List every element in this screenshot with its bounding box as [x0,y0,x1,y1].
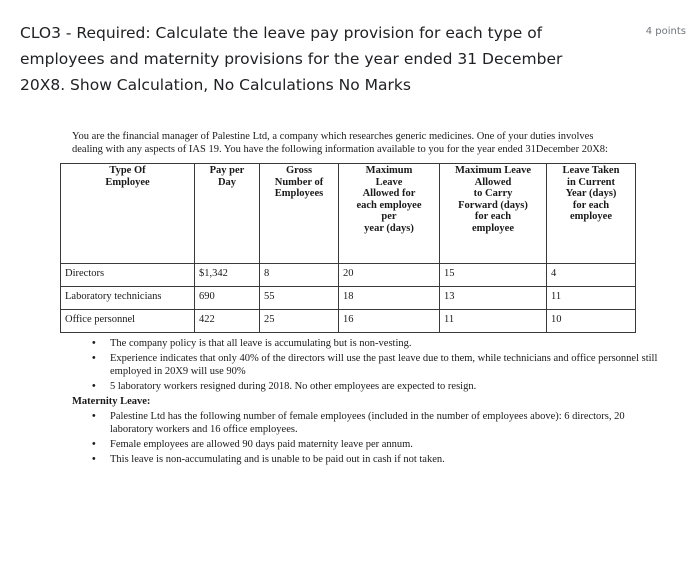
header-gross-number-of-employees: Gross Number of Employees [260,164,339,264]
list-item: • 5 laboratory workers resigned during 2018. No other employees are expected to resign. [92,381,477,392]
table-cell: Directors [61,264,195,287]
list-item: • Palestine Ltd has the following number of female employees (included in the number of employees above): 6 directors, 20 laboratory workers and 16 office employees. [92,411,625,435]
table-cell: 15 [440,264,547,287]
table-cell: 16 [339,310,440,333]
header-pay-per-day: Pay per Day [195,164,260,264]
bullet-icon: • [92,338,96,349]
bullet-icon: • [92,353,96,364]
table-row [61,264,636,287]
table-cell: 18 [339,287,440,310]
table-cell: 55 [260,287,339,310]
table-cell: 8 [260,264,339,287]
table-header-row [61,164,636,264]
bullet-icon: • [92,411,96,422]
table-cell: 20 [339,264,440,287]
employee-leave-table [60,163,636,333]
table-cell: Laboratory technicians [61,287,195,310]
header-type-of-employee: Type Of Employee [61,164,195,264]
maternity-leave-heading: Maternity Leave: [72,396,151,407]
intro-paragraph: You are the financial manager of Palestine Ltd, a company which researches generic medicines. One of your duties involves dealing with any aspects of IAS 19. You have the following information available to you for the year ended 31December 20X8: [72,131,608,155]
table-cell: 25 [260,310,339,333]
table-cell: 4 [547,264,636,287]
table-cell: Office personnel [61,310,195,333]
question-text: CLO3 - Required: Calculate the leave pay provision for each type of employees and maternity provisions for the year ended 31 December 20X8. Show Calculation, No Calculations No Marks [20,24,563,94]
header-leave-taken-current-year: Leave Taken in Current Year (days) for each employee [547,164,636,264]
table-cell: 11 [440,310,547,333]
table-row [61,310,636,333]
table-cell: 10 [547,310,636,333]
bullet-icon: • [92,454,96,465]
list-item: • Female employees are allowed 90 days paid maternity leave per annum. [92,439,413,450]
list-item: • This leave is non-accumulating and is unable to be paid out in cash if not taken. [92,454,445,465]
bullet-icon: • [92,381,96,392]
bullet-icon: • [92,439,96,450]
table-cell: 11 [547,287,636,310]
table-cell: 422 [195,310,260,333]
table-cell: $1,342 [195,264,260,287]
table-row [61,287,636,310]
header-maximum-leave-allowed: Maximum Leave Allowed for each employee per year (days) [339,164,440,264]
table-cell: 13 [440,287,547,310]
header-maximum-leave-carry-forward: Maximum Leave Allowed to Carry Forward (days) for each employee [440,164,547,264]
policy-notes [60,337,660,466]
points-label: 4 points [645,26,686,37]
table-cell: 690 [195,287,260,310]
list-item: • The company policy is that all leave is accumulating but is non-vesting. [92,338,412,349]
question-image [60,130,660,468]
list-item: • Experience indicates that only 40% of the directors will use the past leave due to them, while technicians and office personnel still employed in 20X9 will use 90% [92,353,658,377]
